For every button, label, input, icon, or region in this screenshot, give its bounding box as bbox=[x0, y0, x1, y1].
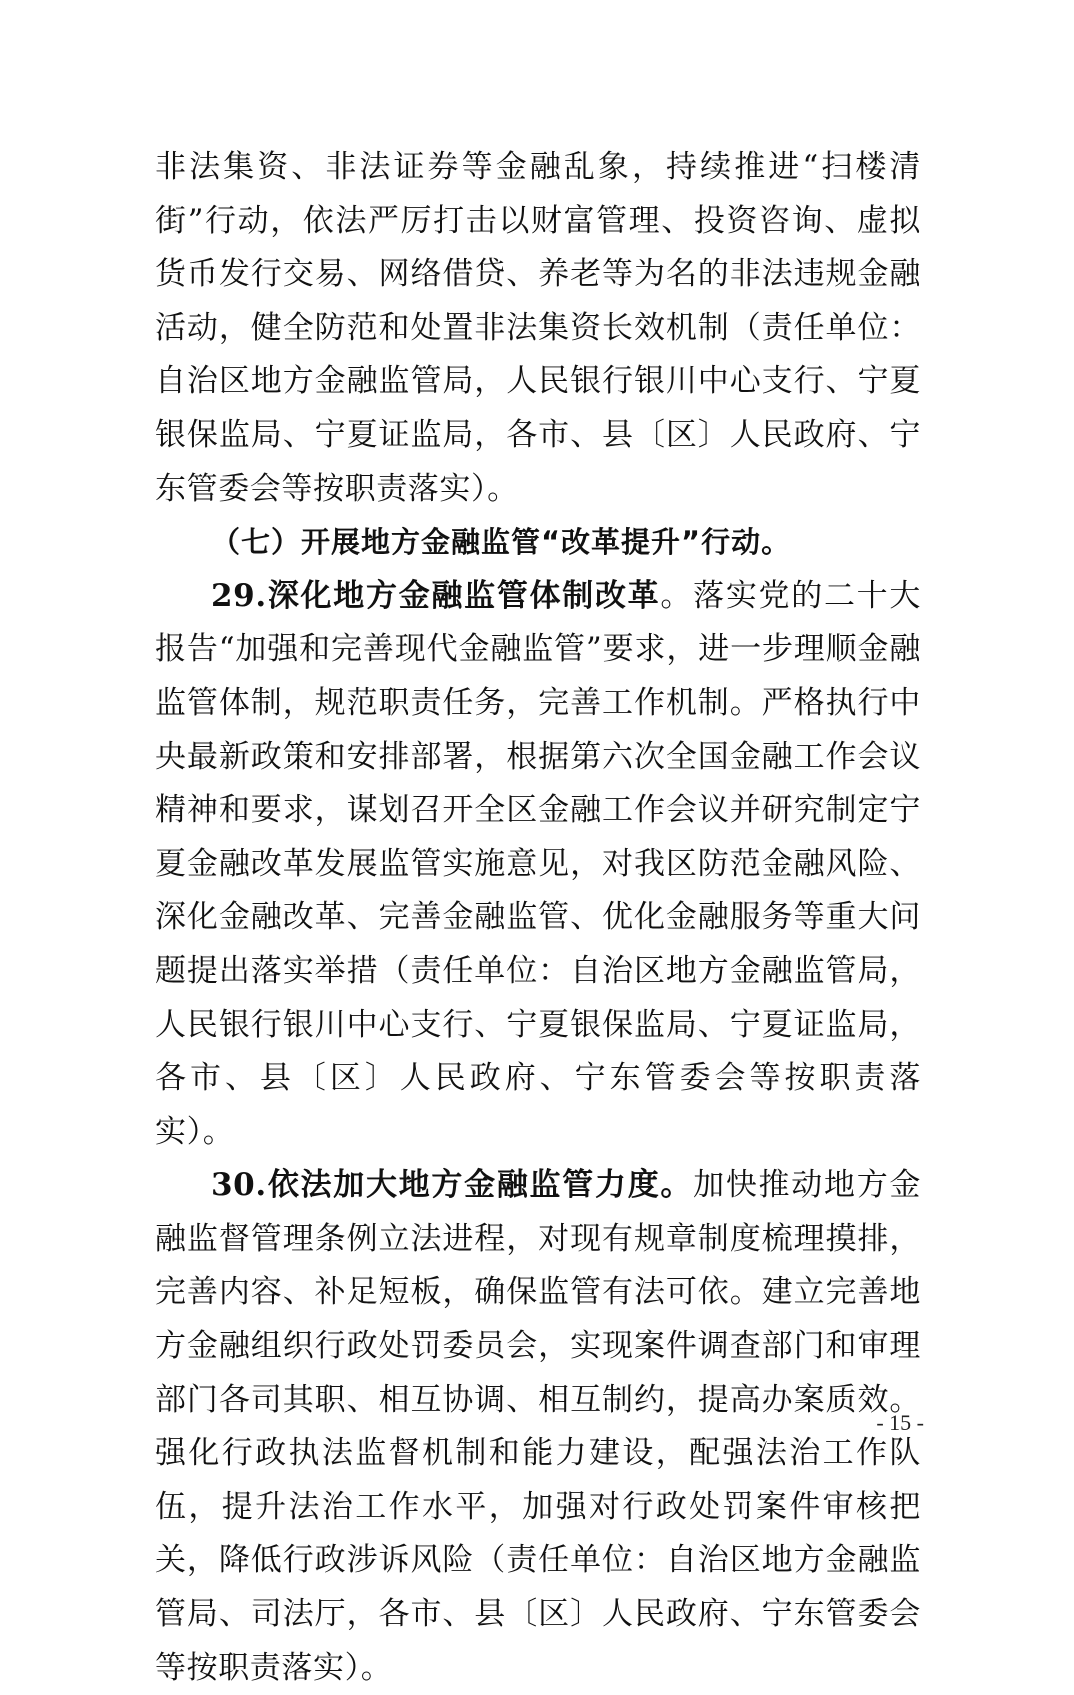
item-30-lead: 30.依法加大地方金融监管力度。 bbox=[211, 1167, 694, 1204]
item-30-body: 加快推动地方金融监督管理条例立法进程，对现有规章制度梳理摸排，完善内容、补足短板，确保监管有法可依。建立完善地方金融组织行政处罚委员会，实现案件调查部门和审理部门各司其职、相互协调、相互制约，提高办案质效。强化行政执法监督机制和能力建设，配强法治工作队伍，提升法治工作水平，加强对行政处罚案件审核把关，降低行政涉诉风险（责任单位：自治区地方金融监管局、司法厅，各市、县〔区〕人民政府、宁东管委会等按职责落实）。 bbox=[155, 1167, 922, 1686]
page-number: - 15 - bbox=[876, 1410, 924, 1435]
document-body bbox=[155, 141, 921, 1695]
item-30-paragraph bbox=[155, 1159, 921, 1695]
item-29-body: 。落实党的二十大报告“加强和完善现代金融监管”要求，进一步理顺金融监管体制，规范职责任务，完善工作机制。严格执行中央最新政策和安排部署，根据第六次全国金融工作会议精神和要求，谋划召开全区金融工作会议并研究制定宁夏金融改革发展监管实施意见，对我区防范金融风险、深化金融改革、完善金融监管、优化金融服务等重大问题提出落实举措（责任单位：自治区地方金融监管局，人民银行银川中心支行、宁夏银保监局、宁夏证监局，各市、县〔区〕人民政府、宁东管委会等按职责落实）。 bbox=[155, 577, 921, 1150]
paragraph-continued: 非法集资、非法证券等金融乱象，持续推进“扫楼清街”行动，依法严厉打击以财富管理、投资咨询、虚拟货币发行交易、网络借贷、养老等为名的非法违规金融活动，健全防范和处置非法集资长效机制（责任单位：自治区地方金融监管局，人民银行银川中心支行、宁夏银保监局、宁夏证监局，各市、县〔区〕人民政府、宁东管委会等按职责落实）。 bbox=[155, 149, 921, 507]
section-heading: （七）开展地方金融监管“改革提升”行动。 bbox=[211, 525, 792, 560]
item-29-paragraph bbox=[155, 570, 921, 1160]
item-29-lead: 29.深化地方金融监管体制改革 bbox=[211, 577, 661, 614]
